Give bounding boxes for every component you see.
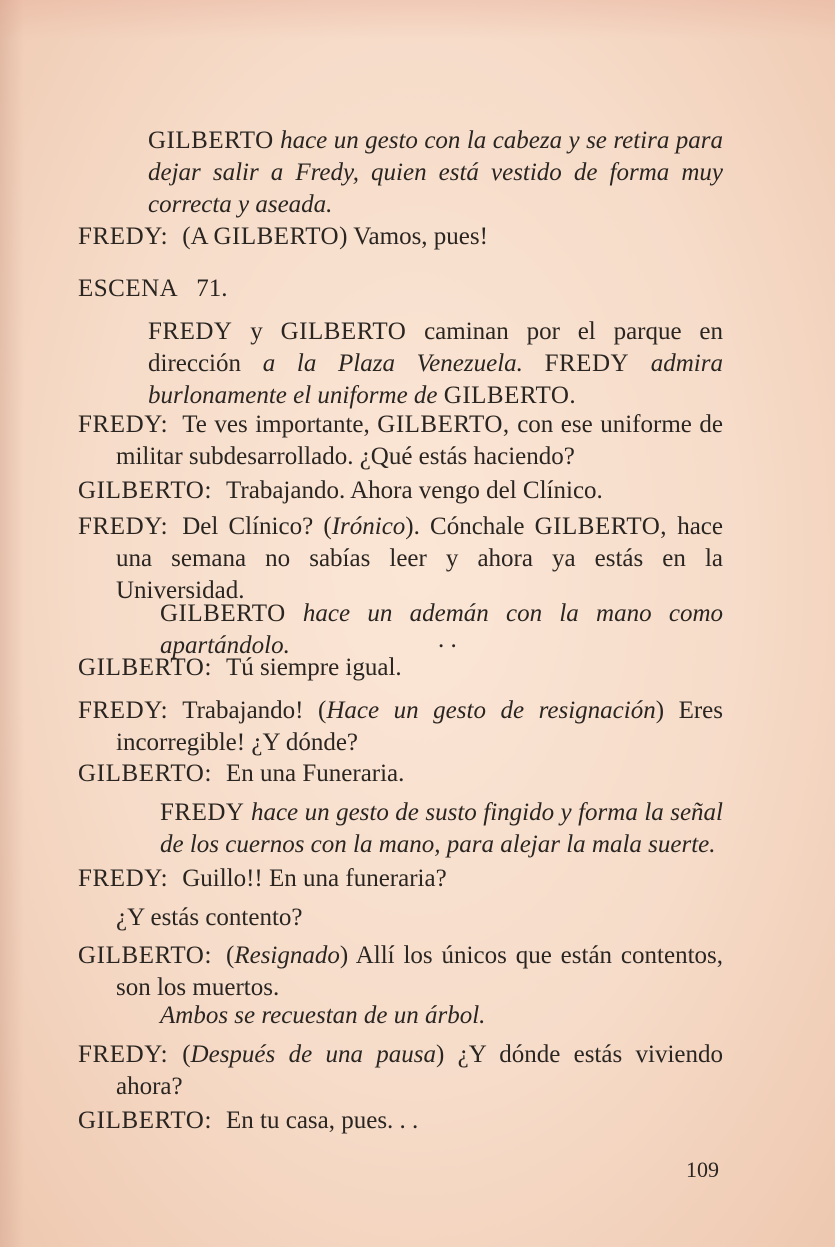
character-name: GILBERTO,: [377, 411, 510, 438]
dialogue-line: [78, 652, 723, 684]
dialogue-line: [78, 221, 723, 253]
direction-text: Ambos se recuestan de un árbol.: [160, 1002, 486, 1029]
scene-number: 71.: [196, 275, 228, 302]
dialogue-line: [78, 1039, 723, 1103]
dialogue-text: Trabajando! (: [182, 697, 327, 724]
speaker-label: GILBERTO:: [78, 477, 212, 504]
speaker-label: FREDY:: [78, 223, 169, 250]
dialogue-text: En tu casa, pues. . .: [226, 1107, 419, 1134]
character-name: FREDY: [148, 318, 233, 345]
character-name: GILBERTO: [148, 127, 274, 154]
character-name: GILBERTO: [280, 318, 407, 345]
direction-text: a la Plaza Venezuela.: [262, 350, 545, 377]
dialogue-text: Después de una pausa: [190, 1041, 437, 1068]
dialogue-text: Del Clínico? (: [182, 513, 332, 540]
scene-label: ESCENA: [78, 275, 179, 302]
dialogue-line: [78, 940, 723, 1004]
stage-direction: [160, 797, 723, 861]
dialogue-text: hace una semana no sabías leer y ahora ya estás en la Universidad.: [116, 513, 723, 604]
speaker-label: GILBERTO:: [78, 760, 212, 787]
character-name: FREDY: [544, 350, 630, 377]
speaker-label: GILBERTO:: [78, 942, 212, 969]
character-name: GILBERTO.: [443, 382, 577, 409]
dialogue-text: ). Cónchale: [405, 513, 535, 540]
dialogue-line: [78, 695, 723, 759]
character-name: GILBERTO: [160, 600, 286, 627]
dialogue-text: En una Funeraria.: [226, 760, 405, 787]
character-name: GILBERTO: [213, 223, 340, 250]
dialogue-text: Tú siempre igual.: [226, 654, 402, 681]
speaker-label: FREDY:: [78, 865, 169, 892]
dialogue-text: (: [182, 1041, 191, 1068]
stage-direction: [148, 125, 723, 221]
dialogue-continuation: [116, 902, 303, 934]
speaker-label: FREDY:: [78, 1041, 169, 1068]
ellipsis-mark: . .: [438, 626, 457, 653]
direction-text: hace un gesto de susto fingido y forma la señal de los cuernos con la mano, para alejar la mala suerte.: [160, 799, 723, 858]
character-name: GILBERTO,: [534, 513, 668, 540]
dialogue-text: Hace un gesto de resignación: [326, 697, 656, 724]
dialogue-text: ) ¿Y dónde estás viviendo ahora?: [116, 1041, 723, 1100]
direction-text: y: [232, 318, 281, 345]
dialogue-text: Te ves importante,: [182, 411, 378, 438]
speaker-label: FREDY:: [78, 697, 169, 724]
speaker-label: FREDY:: [78, 513, 169, 540]
speaker-label: GILBERTO:: [78, 654, 212, 681]
dialogue-text: Resignado: [234, 942, 340, 969]
speaker-label: GILBERTO:: [78, 1107, 212, 1134]
direction-text: caminan por el parque en dirección: [148, 318, 724, 377]
dialogue-line: [78, 863, 723, 895]
dialogue-text: ) Allí los únicos que están contentos, son los muertos.: [116, 942, 723, 1001]
dialogue-text: Guillo!! En una funeraria?: [182, 865, 447, 892]
dialogue-line: [78, 409, 723, 473]
dialogue-text: ¿Y estás contento?: [116, 904, 303, 931]
dialogue-text: (: [226, 942, 235, 969]
dialogue-text: (A: [182, 223, 214, 250]
direction-text: admira burlonamente el uniforme de: [148, 350, 723, 409]
dialogue-text: con ese uniforme de militar subdesarrollado. ¿Qué estás haciendo?: [116, 411, 723, 470]
speaker-label: FREDY:: [78, 411, 169, 438]
direction-text: hace un ademán con la mano como apartándolo.: [160, 600, 723, 659]
dialogue-line: [78, 1105, 723, 1137]
dialogue-text: ) Eres incorregible! ¿Y dónde?: [116, 697, 723, 756]
dialogue-text: Trabajando. Ahora vengo del Clínico.: [226, 477, 603, 504]
dialogue-line: [78, 758, 723, 790]
dialogue-line: [78, 475, 723, 507]
scene-heading: [78, 273, 227, 305]
dialogue-line: [78, 511, 723, 607]
dialogue-text: Irónico: [331, 513, 406, 540]
page-number: 109: [686, 1157, 719, 1182]
stage-direction: [148, 316, 723, 412]
stage-direction: [160, 1000, 485, 1032]
direction-text: hace un gesto con la cabeza y se retira para dejar salir a Fredy, quien está vestido de forma muy correcta y aseada.: [148, 127, 723, 218]
dialogue-text: ) Vamos, pues!: [339, 223, 488, 250]
character-name: FREDY: [160, 799, 245, 826]
